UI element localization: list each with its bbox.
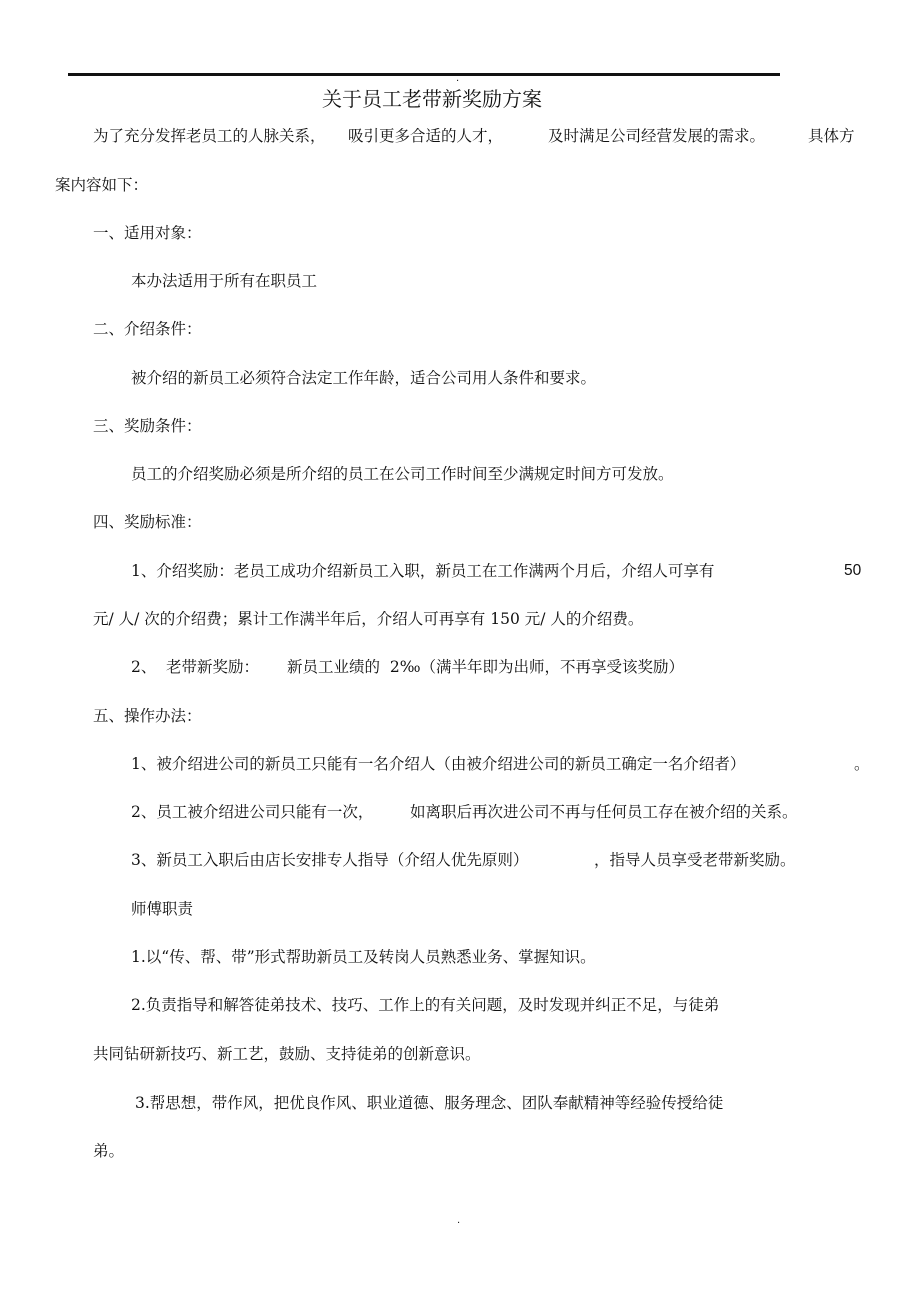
section-4-item-1-amount: 50 [844,562,862,579]
intro-part-1: 为了充分发挥老员工的人脉关系， [93,127,326,145]
section-5-item-3-b: ，指导人员享受老带新奖励。 [594,851,796,869]
section-5-heading: 五、操作办法： [93,707,202,725]
intro-part-2: 吸引更多合适的人才， [348,127,504,145]
mentor-duty-3-line-1: 3.帮思想，带作风，把优良作风、职业道德、服务理念、团队奉献精神等经验传授给徒 [135,1094,724,1112]
section-3-body: 员工的介绍奖励必须是所介绍的员工在公司工作时间至少满规定时间方可发放。 [131,465,674,483]
section-4-item-2-label: 2、 [131,658,157,676]
footer-dot: . [457,1215,461,1226]
section-5-item-2-b: 如离职后再次进公司不再与任何员工存在被介绍的关系。 [410,803,798,821]
section-2-heading: 二、介绍条件： [93,320,202,338]
header-rule [68,73,780,76]
intro-line-2: 案内容如下： [55,176,149,194]
page-title: 关于员工老带新奖励方案 [322,87,542,111]
section-5-item-2-a: 2、员工被介绍进公司只能有一次， [131,803,374,821]
section-3-heading: 三、奖励条件： [93,417,202,435]
section-4-item-1-line-2: 元/ 人/ 次的介绍费；累计工作满半年后，介绍人可再享有 150 元/ 人的介绍费。 [93,610,644,628]
section-1-body: 本办法适用于所有在职员工 [131,272,318,290]
mentor-heading: 师傅职责 [131,900,194,918]
mentor-duty-1: 1.以“传、帮、带”形式帮助新员工及转岗人员熟悉业务、掌握知识。 [131,948,596,966]
section-1-heading: 一、适用对象： [93,224,202,242]
section-4-heading: 四、奖励标准： [93,513,202,531]
mentor-duty-2-line-1: 2.负责指导和解答徒弟技术、技巧、工作上的有关问题，及时发现并纠正不足，与徒弟 [131,996,720,1014]
section-2-body: 被介绍的新员工必须符合法定工作年龄，适合公司用人条件和要求。 [131,369,597,387]
intro-part-3: 及时满足公司经营发展的需求。 [548,127,766,145]
section-5-item-1: 1、被介绍进公司的新员工只能有一名介绍人（由被介绍进公司的新员工确定一名介绍者） [131,755,746,773]
mentor-duty-2-line-2: 共同钻研新技巧、新工艺，鼓励、支持徒弟的创新意识。 [93,1045,481,1063]
section-5-item-1-end: 。 [854,755,870,773]
section-4-item-2-name: 老带新奖励： [166,658,260,676]
mentor-duty-3-line-2: 弟。 [93,1142,125,1160]
section-5-item-3-a: 3、新员工入职后由店长安排专人指导（介绍人优先原则） [131,851,529,869]
section-4-item-2-body: 新员工业绩的 2‰（满半年即为出师，不再享受该奖励） [287,658,685,676]
section-4-item-1-line-1: 1、介绍奖励：老员工成功介绍新员工入职，新员工在工作满两个月后，介绍人可享有 [131,562,715,580]
intro-part-4: 具体方 [808,127,855,145]
header-dot: . [456,73,460,84]
